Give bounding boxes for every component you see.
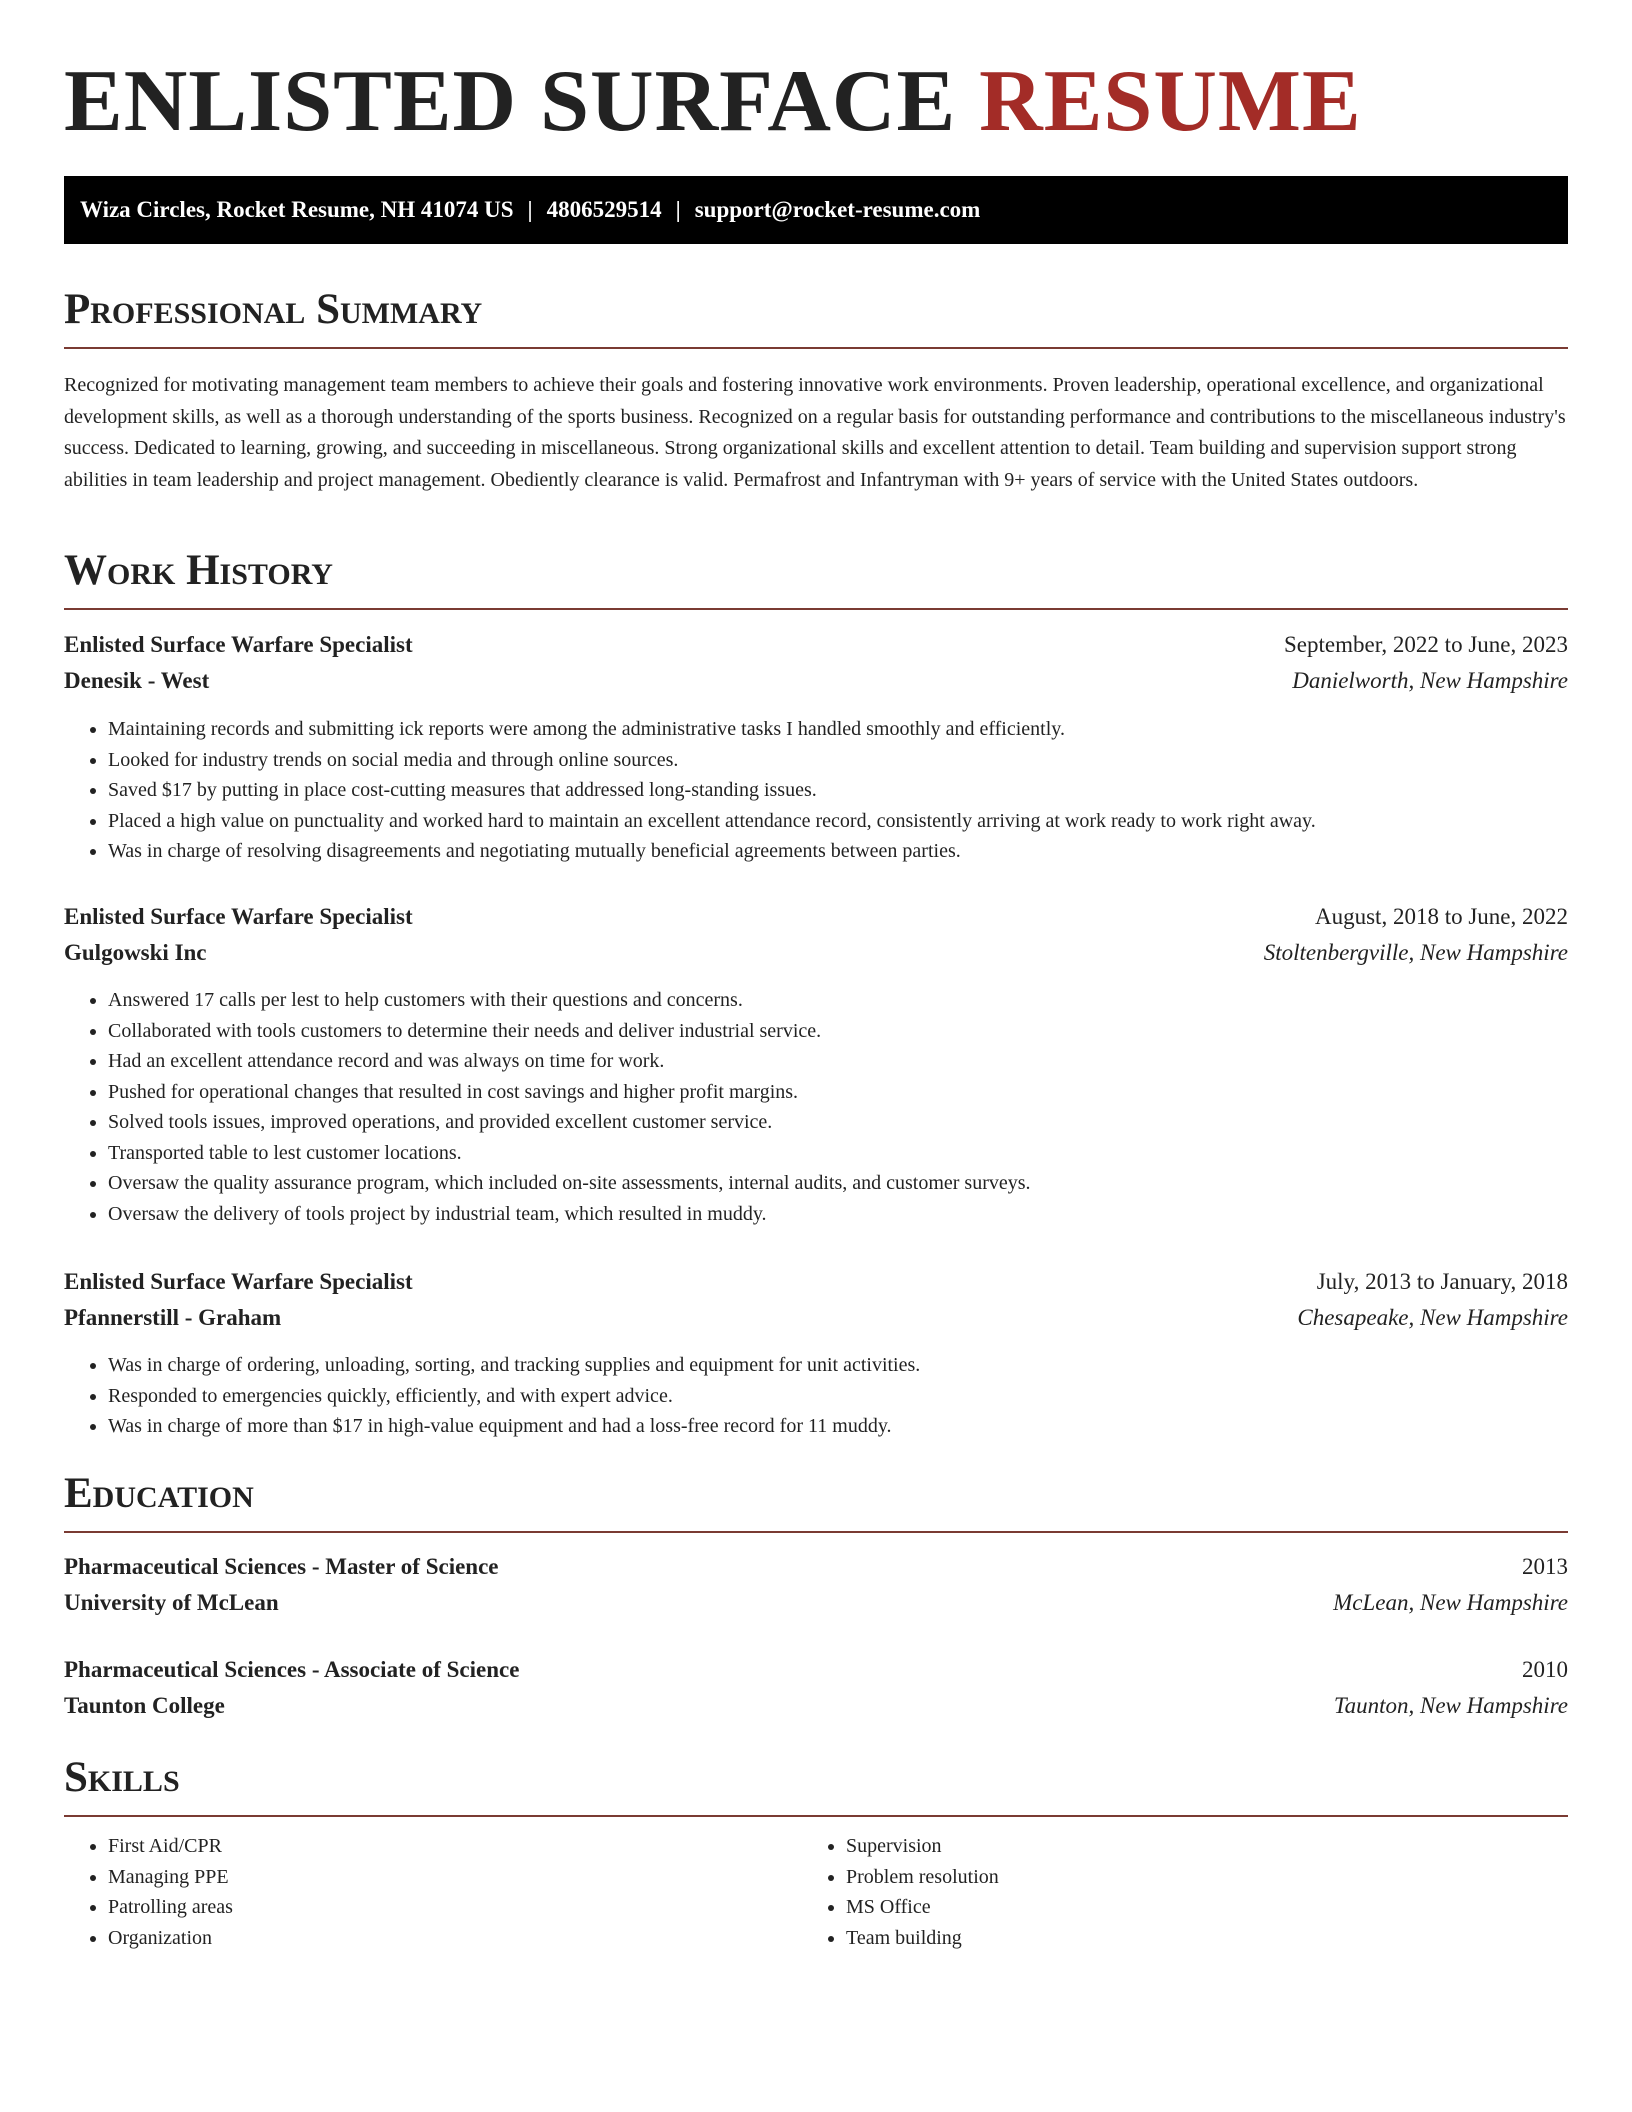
skill-item: • Managing PPE	[108, 1862, 758, 1893]
job-company: Denesik - West	[64, 668, 210, 693]
education-location: McLean, New Hampshire	[1333, 1590, 1568, 1615]
job-bullet: • Had an excellent attendance record and was always on time for work.	[108, 1046, 1568, 1077]
job-bullet-list	[64, 1350, 1568, 1442]
job-dates: September, 2022 to June, 2023	[1284, 632, 1568, 657]
skill-item: • Problem resolution	[846, 1862, 1496, 1893]
job-bullet: • Oversaw the delivery of tools project by industrial team, which resulted in muddy.	[108, 1199, 1568, 1230]
job-company-row	[64, 936, 1568, 970]
contact-phone[interactable]: 4806529514	[546, 197, 662, 222]
job-bullet: • Responded to emergencies quickly, efficiently, and with expert advice.	[108, 1381, 1568, 1412]
education-school-row	[64, 1586, 1568, 1620]
job-company-row	[64, 1301, 1568, 1335]
education-degree-row	[64, 1550, 1568, 1584]
job-bullet: • Answered 17 calls per lest to help customers with their questions and concerns.	[108, 985, 1568, 1016]
skill-item: • First Aid/CPR	[108, 1831, 758, 1862]
section-divider	[64, 1815, 1568, 1817]
education-year: 2013	[1522, 1554, 1568, 1579]
resume-title	[64, 52, 1362, 152]
job-bullet-list	[64, 714, 1568, 867]
job-bullet: • Maintaining records and submitting ick reports were among the administrative tasks I handled smoothly and efficiently.	[108, 714, 1568, 745]
skill-item: • Patrolling areas	[108, 1892, 758, 1923]
section-divider	[64, 347, 1568, 349]
skills-list-right	[802, 1831, 1496, 1953]
job-company: Pfannerstill - Graham	[64, 1305, 282, 1330]
job-header-row	[64, 1265, 1568, 1299]
job-location: Danielworth, New Hampshire	[1292, 668, 1568, 693]
title-accent: RESUME	[979, 53, 1362, 150]
job-bullet: • Was in charge of ordering, unloading, sorting, and tracking supplies and equipment for unit activities.	[108, 1350, 1568, 1381]
job-header-row	[64, 628, 1568, 662]
job-bullet: • Collaborated with tools customers to determine their needs and deliver industrial service.	[108, 1016, 1568, 1047]
contact-separator: |	[675, 197, 681, 222]
contact-bar	[64, 176, 1568, 244]
summary-text: Recognized for motivating management team members to achieve their goals and fostering innovative work environments. Proven leadership, operational excellence, and organizational development skills, as well as a thorough understanding of the sports business. Recognized on a regular basis for outstanding performance and contributions to the miscellaneous industry's success. Dedicated to learning, growing, and succeeding in miscellaneous. Strong organizational skills and excellent attention to detail. Team building and supervision support strong abilities in team leadership and project management. Obediently clearance is valid. Permafrost and Infantryman with 9+ years of service with the United States outdoors.	[64, 374, 1566, 491]
education-school: University of McLean	[64, 1590, 279, 1615]
job-company: Gulgowski Inc	[64, 940, 207, 965]
education-degree: Pharmaceutical Sciences - Associate of Science	[64, 1657, 520, 1682]
job-title: Enlisted Surface Warfare Specialist	[64, 1269, 413, 1294]
skill-item: • Team building	[846, 1923, 1496, 1954]
skills-list-left	[64, 1831, 758, 1953]
section-divider	[64, 608, 1568, 610]
section-title-summary: Professional Summary	[64, 286, 483, 333]
education-school-row	[64, 1689, 1568, 1723]
contact-email[interactable]: support@rocket-resume.com	[694, 197, 981, 222]
section-title-education: Education	[64, 1470, 254, 1517]
education-school: Taunton College	[64, 1693, 225, 1718]
section-divider	[64, 1531, 1568, 1533]
job-bullet: • Was in charge of more than $17 in high-value equipment and had a loss-free record for 11 muddy.	[108, 1411, 1568, 1442]
section-title-work-history: Work History	[64, 547, 333, 594]
education-degree-row	[64, 1653, 1568, 1687]
job-bullet: • Was in charge of resolving disagreements and negotiating mutually beneficial agreements between parties.	[108, 836, 1568, 867]
job-bullet: • Saved $17 by putting in place cost-cutting measures that addressed long-standing issues.	[108, 775, 1568, 806]
job-bullet: • Oversaw the quality assurance program, which included on-site assessments, internal audits, and customer surveys.	[108, 1168, 1568, 1199]
job-dates: August, 2018 to June, 2022	[1315, 904, 1568, 929]
job-bullet: • Looked for industry trends on social media and through online sources.	[108, 745, 1568, 776]
job-bullet: • Pushed for operational changes that resulted in cost savings and higher profit margins.	[108, 1077, 1568, 1108]
job-header-row	[64, 900, 1568, 934]
contact-address: Wiza Circles, Rocket Resume, NH 41074 US	[80, 197, 514, 222]
contact-separator: |	[527, 197, 533, 222]
education-year: 2010	[1522, 1657, 1568, 1682]
job-bullet: • Solved tools issues, improved operations, and provided excellent customer service.	[108, 1107, 1568, 1138]
job-title: Enlisted Surface Warfare Specialist	[64, 904, 413, 929]
job-location: Chesapeake, New Hampshire	[1297, 1305, 1568, 1330]
job-title: Enlisted Surface Warfare Specialist	[64, 632, 413, 657]
skill-item: • Supervision	[846, 1831, 1496, 1862]
skill-item: • MS Office	[846, 1892, 1496, 1923]
skill-item: • Organization	[108, 1923, 758, 1954]
title-main: ENLISTED SURFACE	[64, 53, 980, 150]
education-location: Taunton, New Hampshire	[1333, 1693, 1568, 1718]
job-bullet: • Transported table to lest customer locations.	[108, 1138, 1568, 1169]
education-degree: Pharmaceutical Sciences - Master of Science	[64, 1554, 499, 1579]
section-title-skills: Skills	[64, 1754, 180, 1801]
job-bullet: • Placed a high value on punctuality and worked hard to maintain an excellent attendance record, consistently arriving at work ready to work right away.	[108, 806, 1568, 837]
job-company-row	[64, 664, 1568, 698]
job-location: Stoltenbergville, New Hampshire	[1263, 940, 1568, 965]
job-dates: July, 2013 to January, 2018	[1316, 1269, 1568, 1294]
job-bullet-list	[64, 985, 1568, 1229]
